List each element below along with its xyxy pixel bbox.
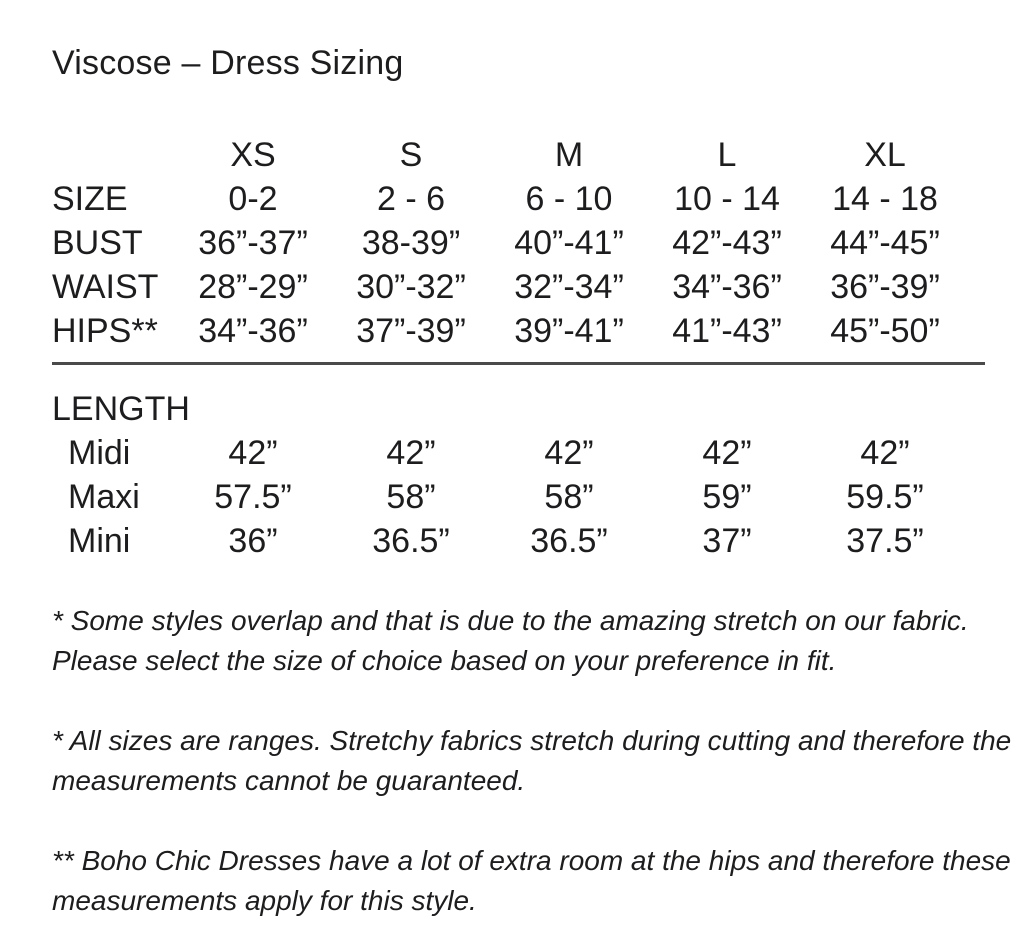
footnote-line: measurements apply for this style. (52, 885, 477, 916)
row-label: Mini (68, 521, 131, 560)
table-cell: 42”-43” (672, 223, 782, 262)
table-cell: 59.5” (846, 477, 924, 516)
row-label: WAIST (52, 267, 159, 306)
table-cell: 38-39” (361, 223, 461, 262)
column-header-xl: XL (864, 135, 906, 174)
table-cell: 34”-36” (672, 267, 782, 306)
row-label: BUST (52, 223, 143, 262)
footnote-hips (52, 841, 1011, 921)
table-cell: 45”-50” (830, 311, 940, 350)
table-cell: 40”-41” (514, 223, 624, 262)
table-cell: 6 - 10 (525, 179, 613, 218)
table-cell: 32”-34” (514, 267, 624, 306)
table-cell: 36” (228, 521, 278, 560)
table-row-mini (52, 519, 988, 563)
column-header-m: M (554, 135, 584, 174)
table-cell: 44”-45” (830, 223, 940, 262)
table-cell: 37”-39” (356, 311, 466, 350)
table-cell: 42” (228, 433, 278, 472)
table-row-size (52, 177, 988, 221)
row-label: HIPS** (52, 311, 158, 350)
row-label: SIZE (52, 179, 128, 218)
size-chart-header-row (52, 133, 988, 177)
table-cell: 0-2 (228, 179, 278, 218)
footnote-line: Please select the size of choice based on your preference in fit. (52, 645, 837, 676)
table-cell: 10 - 14 (674, 179, 780, 218)
table-cell: 42” (544, 433, 594, 472)
table-cell: 59” (702, 477, 752, 516)
column-header-xs: XS (230, 135, 276, 174)
footnote-line: * All sizes are ranges. Stretchy fabrics stretch during cutting and therefore the (52, 725, 1012, 756)
table-cell: 36”-39” (830, 267, 940, 306)
table-cell: 39”-41” (514, 311, 624, 350)
table-cell: 58” (544, 477, 594, 516)
column-header-l: L (717, 135, 737, 174)
column-header-s: S (399, 135, 423, 174)
table-row-hips (52, 309, 988, 353)
footnotes (52, 601, 1012, 921)
table-row-bust (52, 221, 988, 265)
size-chart (52, 133, 988, 353)
table-cell: 42” (860, 433, 910, 472)
table-cell: 36”-37” (198, 223, 308, 262)
footnote-ranges (52, 721, 1012, 801)
footnote-stretch (52, 601, 988, 681)
table-cell: 14 - 18 (832, 179, 938, 218)
table-cell: 36.5” (530, 521, 608, 560)
footnote-line: ** Boho Chic Dresses have a lot of extra room at the hips and therefore these (52, 845, 1011, 876)
table-cell: 42” (702, 433, 752, 472)
footnote-line: * Some styles overlap and that is due to the amazing stretch on our fabric. (52, 605, 969, 636)
table-cell: 34”-36” (198, 311, 308, 350)
table-cell: 37” (702, 521, 752, 560)
table-row-midi (52, 431, 988, 475)
page-title: Viscose – Dress Sizing (52, 44, 404, 82)
section-divider (52, 362, 985, 365)
table-cell: 36.5” (372, 521, 450, 560)
table-cell: 2 - 6 (376, 179, 446, 218)
table-cell: 28”-29” (198, 267, 308, 306)
table-cell: 42” (386, 433, 436, 472)
table-cell: 57.5” (214, 477, 292, 516)
table-row-waist (52, 265, 988, 309)
table-cell: 30”-32” (356, 267, 466, 306)
table-cell: 41”-43” (672, 311, 782, 350)
row-label: Maxi (68, 477, 140, 516)
row-label: Midi (68, 433, 131, 472)
table-cell: 37.5” (846, 521, 924, 560)
table-row-maxi (52, 475, 988, 519)
length-heading: LENGTH (52, 389, 190, 428)
footnote-line: measurements cannot be guaranteed. (52, 765, 526, 796)
table-cell: 58” (386, 477, 436, 516)
length-chart (52, 387, 988, 563)
